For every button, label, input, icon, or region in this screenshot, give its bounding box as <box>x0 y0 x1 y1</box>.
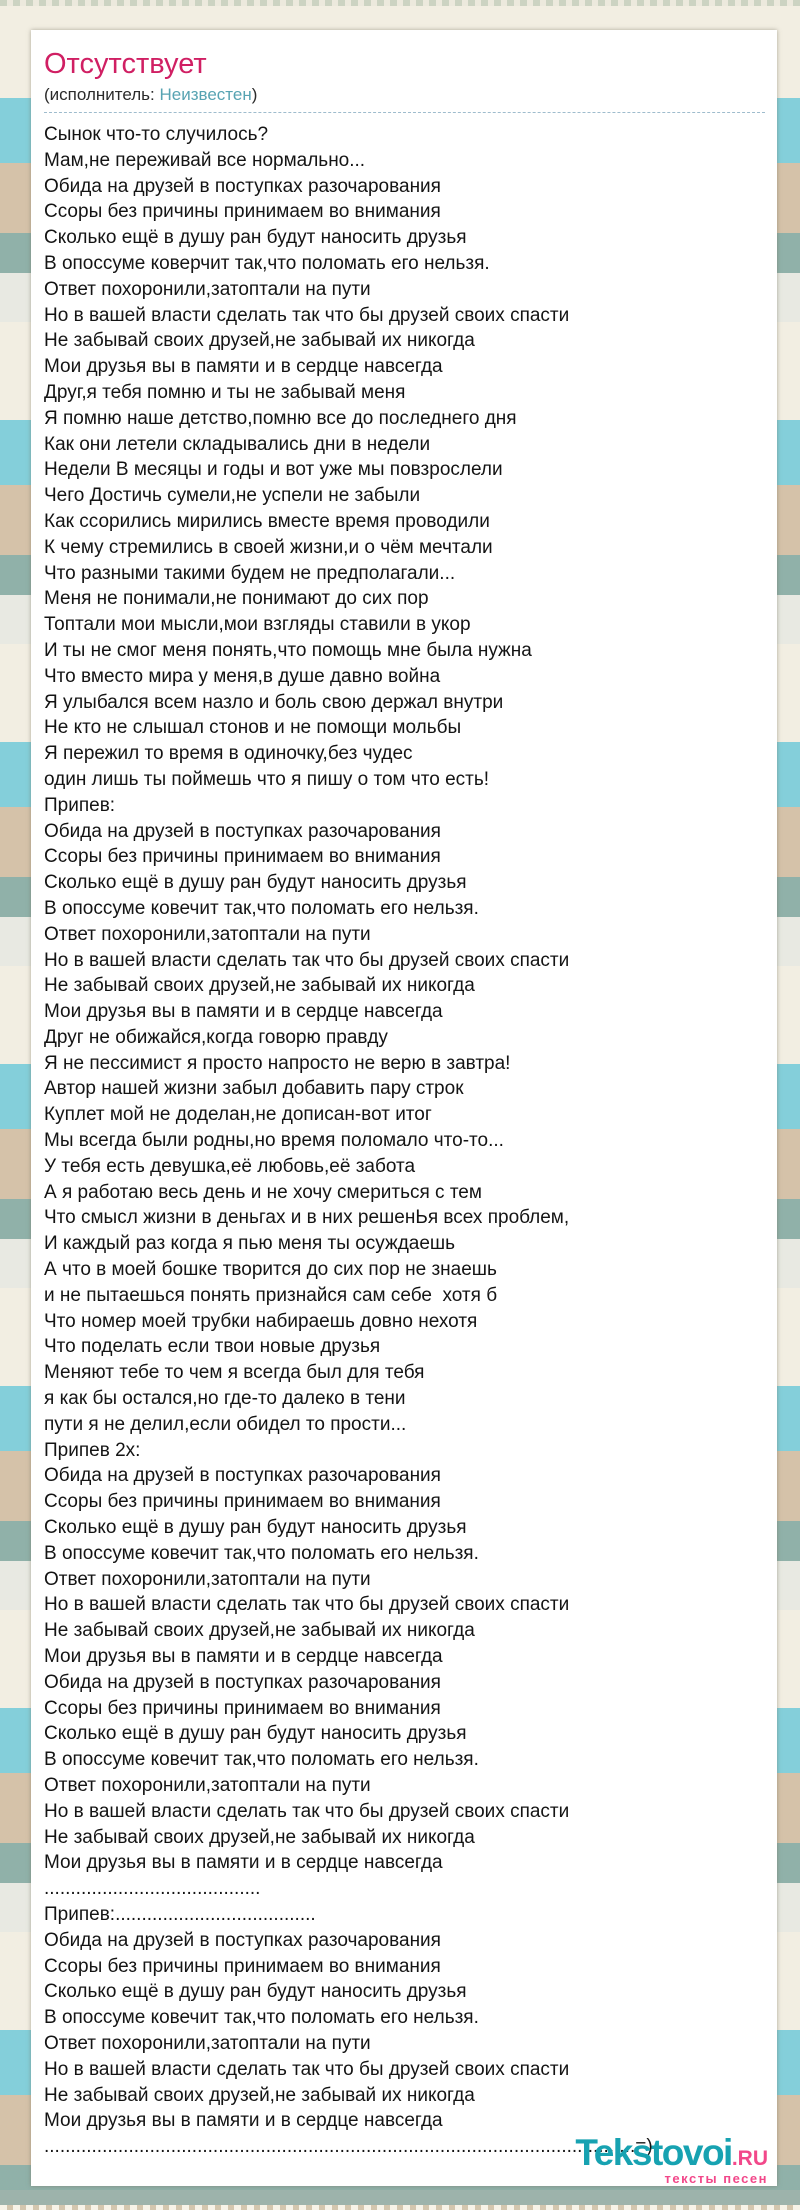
lyric-line: Не кто не слышал стонов и не помощи мольбы <box>44 717 462 739</box>
lyric-line: пути я не делил,если обидел то прости... <box>44 1413 407 1435</box>
lyric-line: В опоссуме ковечит так,что поломать его нельзя. <box>44 1749 479 1771</box>
lyric-line: Мои друзья вы в памяти и в сердце навсегда <box>44 1001 443 1023</box>
lyric-line: Сколько ещё в душу ран будут наносить друзья <box>44 1517 467 1539</box>
lyric-line: Припев 2х: <box>44 1439 141 1461</box>
lyric-line: Меня не понимали,не понимают до сих пор <box>44 588 429 610</box>
lyric-line: Я не пессимист я просто напросто не верю в завтра! <box>44 1052 511 1074</box>
lyric-line: В опоссуме коверчит так,что поломать его нельзя. <box>44 252 490 274</box>
page-title: Отсутствует <box>44 48 207 80</box>
lyric-line: Как ссорились мирились вместе время проводили <box>44 510 490 532</box>
lyric-line: Обида на друзей в поступках разочарования <box>44 820 441 842</box>
lyric-line: Ответ похоронили,затоптали на пути <box>44 1775 371 1796</box>
lyric-line: один лишь ты поймешь что я пишу о том что есть! <box>44 768 490 790</box>
lyric-line: Но в вашей власти сделать так что бы друзей своих спасти <box>44 2058 570 2080</box>
lyric-line: Как они летели складывались дни в недели <box>44 433 431 455</box>
lyric-line: Топтали мои мысли,мои взгляды ставили в укор <box>44 614 471 636</box>
lyric-line: Ссоры без причины принимаем во внимания <box>44 1955 441 1977</box>
lyric-line: Я улыбался всем назло и боль свою держал внутри <box>44 691 504 713</box>
lyric-line: Ответ похоронили,затоптали на пути <box>44 923 371 945</box>
lyric-line: Мам,не переживай все нормально... <box>44 149 366 171</box>
lyrics-text <box>44 122 765 2160</box>
artist-label: (исполнитель: <box>44 85 160 104</box>
header-divider <box>44 112 765 113</box>
lyric-line: В опоссуме ковечит так,что поломать его нельзя. <box>44 1542 479 1564</box>
lyric-line: Не забывай своих друзей,не забывай их никогда <box>44 1620 475 1642</box>
lyric-line: ......................................... <box>44 1878 261 1900</box>
lyric-line: Сколько ещё в душу ран будут наносить друзья <box>44 227 467 249</box>
lyric-line: Ответ похоронили,затоптали на пути <box>44 2032 371 2054</box>
lyric-line: Ссоры без причины принимаем во внимания <box>44 201 441 223</box>
top-dashed-strip <box>0 0 800 6</box>
lyric-line: Не забывай своих друзей,не забывай их никогда <box>44 2084 475 2106</box>
lyric-line: я как бы остался,но где-то далеко в тени <box>44 1388 406 1410</box>
lyric-line: Что вместо мира у меня,в душе давно война <box>44 665 441 687</box>
lyric-line: Что поделать если твои новые друзья <box>44 1336 381 1358</box>
lyric-line: Меняют тебе то чем я всегда был для тебя <box>44 1362 425 1384</box>
lyric-line: Друг,я тебя помню и ты не забывай меня <box>44 381 406 403</box>
lyric-line: А я работаю весь день и не хочу смериться с тем <box>44 1181 482 1203</box>
lyric-line: и не пытаешься понять признайся сам себе хотя б <box>44 1284 498 1306</box>
lyric-line: Но в вашей власти сделать так что бы друзей своих спасти <box>44 304 570 326</box>
lyric-line: Мои друзья вы в памяти и в сердце навсегда <box>44 1852 443 1874</box>
lyric-line: Сколько ещё в душу ран будут наносить друзья <box>44 1723 467 1745</box>
lyric-line: Сынок что-то случилось? <box>44 124 269 145</box>
logo-tld-text: .RU <box>731 2147 768 2170</box>
lyric-line: К чему стремились в своей жизни,и о чём мечтали <box>44 536 493 558</box>
lyric-line: Ссоры без причины принимаем во внимания <box>44 1491 441 1513</box>
lyric-line: Автор нашей жизни забыл добавить пару строк <box>44 1078 464 1100</box>
lyric-line: Обида на друзей в поступках разочарования <box>44 1929 441 1951</box>
lyric-line: И каждый раз когда я пью меня ты осуждаешь <box>44 1233 456 1255</box>
lyric-line: Друг не обижайся,когда говорю правду <box>44 1026 388 1048</box>
lyric-line: Обида на друзей в поступках разочарования <box>44 1465 441 1487</box>
artist-line <box>44 84 765 106</box>
lyric-line: Я помню наше детство,помню все до последнего дня <box>44 407 517 429</box>
lyric-line: А что в моей бошке творится до сих пор не знаешь <box>44 1259 497 1281</box>
site-logo[interactable] <box>575 2134 768 2185</box>
lyric-line: Ответ похоронили,затоптали на пути <box>44 1568 371 1590</box>
lyric-line: Что разными такими будем не предполагали... <box>44 562 456 584</box>
lyric-line: У тебя есть девушка,её любовь,её забота <box>44 1155 416 1177</box>
lyric-line: Мои друзья вы в памяти и в сердце навсегда <box>44 2110 443 2132</box>
lyric-line: И ты не смог меня понять,что помощь мне была нужна <box>44 639 532 661</box>
lyrics-card <box>31 30 777 2186</box>
lyric-line: Что смысл жизни в деньгах и в них решенЬя всех проблем, <box>44 1207 570 1229</box>
lyric-line: Припев:...................................... <box>44 1903 316 1925</box>
lyric-line: Чего Достичь сумели,не успели не забыли <box>44 485 421 507</box>
logo-brand-text: Tekstovoi <box>575 2132 732 2173</box>
lyric-line: Не забывай своих друзей,не забывай их никогда <box>44 330 475 352</box>
lyric-line: Недели В месяцы и годы и вот уже мы повзрослели <box>44 459 503 481</box>
lyric-line: Куплет мой не доделан,не дописан-вот итог <box>44 1104 432 1126</box>
lyric-line: Я пережил то время в одиночку,без чудес <box>44 743 413 765</box>
lyric-line: Ссоры без причины принимаем во внимания <box>44 846 441 868</box>
lyric-line: Ответ похоронили,затоптали на пути <box>44 278 371 300</box>
lyric-line: Мы всегда были родны,но время поломало что-то... <box>44 1130 504 1152</box>
lyric-line: Не забывай своих друзей,не забывай их никогда <box>44 1826 475 1848</box>
lyric-line: Мои друзья вы в памяти и в сердце навсегда <box>44 1646 443 1668</box>
artist-link[interactable]: Неизвестен <box>159 85 252 104</box>
lyric-line: Что номер моей трубки набираешь довно нехотя <box>44 1310 478 1332</box>
lyric-line: Но в вашей власти сделать так что бы друзей своих спасти <box>44 949 570 971</box>
lyric-line: Припев: <box>44 794 116 816</box>
lyric-line: Но в вашей власти сделать так что бы друзей своих спасти <box>44 1800 570 1822</box>
lyric-line: Но в вашей власти сделать так что бы друзей своих спасти <box>44 1594 570 1616</box>
lyric-line: Мои друзья вы в памяти и в сердце навсегда <box>44 356 443 378</box>
lyric-line: Сколько ещё в душу ран будут наносить друзья <box>44 1981 467 2003</box>
lyric-line: Сколько ещё в душу ран будут наносить друзья <box>44 872 467 894</box>
lyric-line: Обида на друзей в поступках разочарования <box>44 1671 441 1693</box>
footer-band <box>0 2190 800 2205</box>
lyric-line: В опоссуме ковечит так,что поломать его нельзя. <box>44 897 479 919</box>
logo-wordmark <box>575 2134 768 2171</box>
logo-tagline: тексты песен <box>664 2171 768 2186</box>
lyric-line: Обида на друзей в поступках разочарования <box>44 175 441 197</box>
artist-label-suffix: ) <box>251 85 258 104</box>
footer-dashed-strip <box>0 2205 800 2210</box>
lyric-line: Ссоры без причины принимаем во внимания <box>44 1697 441 1719</box>
lyric-line: Не забывай своих друзей,не забывай их никогда <box>44 975 475 997</box>
lyric-line: В опоссуме ковечит так,что поломать его нельзя. <box>44 2007 479 2029</box>
lyric-line: ................................................................................................................=) <box>44 2136 653 2158</box>
